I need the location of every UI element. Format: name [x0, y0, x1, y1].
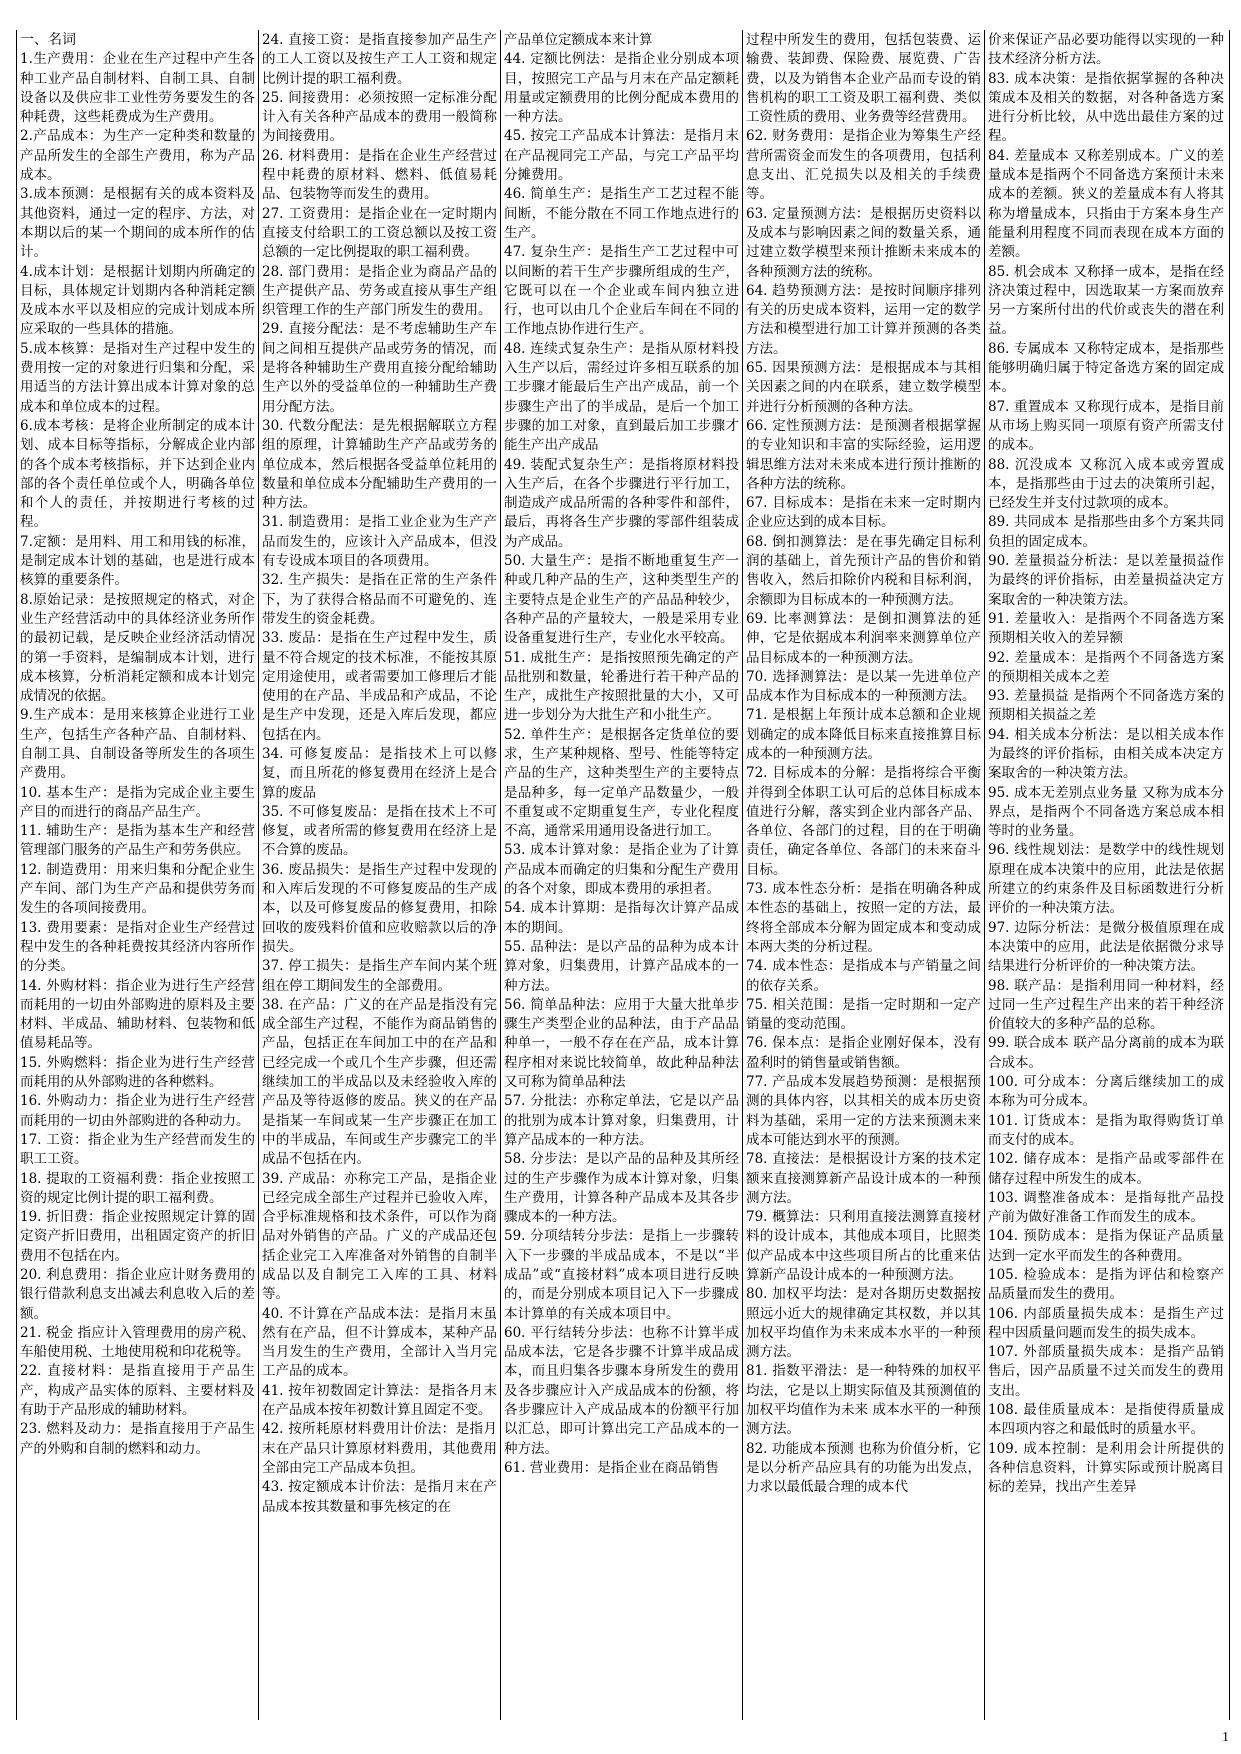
- column-3: [501, 30, 743, 1720]
- term-definition: 13. 费用要素：是指对企业生产经营过程中发生的各种耗费按其经济内容所作的分类。: [20, 919, 255, 975]
- term-definition: 27. 工资费用：是指企业在一定时期内直接支付给职工的工资总额以及按工资总额的一定比例提取的职工福利费。: [262, 205, 497, 261]
- column-4: [743, 30, 985, 1720]
- term-definition: 69. 比率测算法：是倒扣测算法的延伸，它是依据成本利润率来测算单位产品目标成本的一种预测方法。: [746, 610, 981, 666]
- term-definition: 12. 制造费用：用来归集和分配企业生产车间、部门为生产产品和提供劳务而发生的各项间接费用。: [20, 861, 255, 917]
- term-definition: 61. 营业费用：是指企业在商品销售: [504, 1459, 719, 1476]
- term-definition: 64. 趋势预测方法：是按时间顺序排列有关的历史成本资料，运用一定的数学方法和模型进行加工计算并预测的各类方法。: [746, 282, 981, 357]
- term-definition: 25. 间接费用：必须按照一定标准分配计入有关各种产品成本的费用一般简称为间接费用。: [262, 89, 497, 145]
- term-definition: 41. 按年初数固定计算法：是指各月末在产品成本按年初数计算且固定不变。: [262, 1382, 497, 1419]
- term-definition: 101. 订货成本：是指为取得购货订单而支付的成本。: [988, 1112, 1224, 1148]
- term-definition: 88. 沉没成本 又称沉入成本或旁置成本，是指那些由于过去的决策所引起，已经发生并支付过款项的成本。: [988, 456, 1224, 512]
- term-definition: 99. 联合成本 联产品分离前的成本为联合成本。: [988, 1035, 1224, 1071]
- term-definition: 价来保证产品必要功能得以实现的一种技术经济分析方法。: [988, 32, 1224, 68]
- term-definition: 92. 差量成本：是指两个不同备选方案的预期相关成本之差: [988, 649, 1224, 685]
- term-definition: 28. 部门费用：是指企业为商品产品的生产提供产品、劳务或直接从事生产组织管理工作的生产部门所发生的费用。: [262, 263, 497, 319]
- term-definition: 46. 简单生产：是指生产工艺过程不能间断，不能分散在不同工作地点进行的生产。: [504, 186, 739, 241]
- term-definition: 32. 生产损失：是指在正常的生产条件下，为了获得合格品而不可避免的、连带发生的资金耗费。: [262, 572, 497, 627]
- term-definition: 37. 停工损失：是指生产车间内某个班组在停工期间发生的全部费用。: [262, 958, 497, 994]
- term-definition: 51. 成批生产：是指按照预先确定的产品批别和数量，轮番进行若干种产品的生产，成批生产按照批量的大小，又可进一步划分为大批生产和小批生产。: [504, 649, 739, 724]
- term-definition: 96. 线性规划法：是数学中的线性规划原理在成本决策中的应用，此法是依据所建立的约束条件及目标函数进行分析评价的一种决策方法。: [988, 842, 1224, 917]
- term-definition: 68. 倒扣测算法：是在事先确定目标利润的基础上，首先预计产品的售价和销售收入，然后扣除价内税和目标利润，余额即为目标成本的一种预测方法。: [746, 533, 981, 608]
- term-definition: 75. 相关范围：是指一定时期和一定产销量的变动范围。: [746, 996, 981, 1033]
- term-definition: 94. 相关成本分析法：是以相关成本作为最终的评价指标，由相关成本决定方案取舍的一种决策方法。: [988, 726, 1224, 782]
- term-definition: 4.成本计划：是根据计划期内所确定的目标，具体规定计划期内各种消耗定额及成本水平以及相应的完成计划成本所应采取的一些具体的措施。: [20, 263, 255, 338]
- term-definition: 52. 单件生产：是根据各定货单位的要求，生产某种规格、型号、性能等特定产品的生产，这种类型生产的主要特点是品种多，每一定单产品数量少，一般不重复或不定期重复生产，专业化程度不高，通常采用通用设备进行加工。: [504, 726, 739, 840]
- term-definition: 26. 材料费用：是指在企业生产经营过程中耗费的原材料、燃料、低值易耗品、包装物等而发生的费用。: [262, 147, 497, 203]
- term-definition: 39. 产成品：亦称完工产品，是指企业已经完成全部生产过程并已验收入库，合乎标准规格和技术条件，可以作为商品对外销售的产品。广义的产成品还包括企业完工入库准备对外销售的自制半成品以及自制完工入库的工具、材料等。: [262, 1170, 497, 1303]
- term-definition: 9.生产成本：是用来核算企业进行工业生产，包括生产各种产品、自制材料、自制工具、自制设备等所发生的各项生产费用。: [20, 707, 255, 782]
- term-definition: 59. 分项结转分步法：是指上一步骤转入下一步骤的半成品成本，不是以“半成品”或“直接材料”成本项目进行反映的，而是分别成本项目记入下一步骤成本计算单的有关成本项目中。: [504, 1228, 739, 1322]
- term-definition: 103. 调整准备成本：是指每批产品投产前为做好准备工作而发生的成本。: [988, 1189, 1224, 1226]
- term-definition: 10. 基本生产：是指为完成企业主要生产目的而进行的商品产品生产。: [20, 784, 255, 820]
- term-definition: 76. 保本点：是指企业刚好保本，没有盈利时的销售量或销售额。: [746, 1035, 981, 1071]
- term-definition: 73. 成本性态分析：是指在明确各种成本性态的基础上，按照一定的方法，最终将全部成本分解为固定成本和变动成本两大类的分析过程。: [746, 881, 981, 955]
- term-definition: 74. 成本性态：是指成本与产销量之间的依存关系。: [746, 958, 981, 994]
- term-definition: 108. 最佳质量成本：是指使得质量成本四项内容之和最低时的质量水平。: [988, 1402, 1224, 1438]
- term-definition: 109. 成本控制：是利用会计所提供的各种信息资料，计算实际或预计脱离目标的差异，找出产生差异: [988, 1440, 1224, 1496]
- term-definition: 87. 重置成本 又称现行成本，是指目前从市场上购买同一项原有资产所需支付的成本。: [988, 398, 1224, 454]
- term-definition: 77. 产品成本发展趋势预测：是根据预测的具体内容，以其相关的成本历史资料为基础，采用一定的方法来预测未来成本可能达到水平的预测。: [746, 1074, 981, 1148]
- term-definition: 67. 目标成本：是指在未来一定时期内企业应达到的成本目标。: [746, 495, 981, 531]
- term-definition: 65. 因果预测方法：是根据成本与其相关因素之间的内在联系，建立数学模型并进行分析预测的各种方法。: [746, 360, 981, 415]
- term-definition: 34. 可修复废品：是指技术上可以修复，而且所花的修复费用在经济上是合算的废品: [262, 745, 497, 801]
- term-definition: 53. 成本计算对象：是指企业为了计算产品成本而确定的归集和分配生产费用的各个对象，即成本费用的承担者。: [504, 842, 739, 898]
- section-heading: 一、名词: [20, 32, 76, 48]
- term-definition: 14. 外购材料：指企业为进行生产经营而耗用的一切由外部购进的原料及主要材料、半成品、辅助材料、包装物和低值易耗品等。: [20, 977, 255, 1052]
- term-definition: 23. 燃料及动力：是指直接用于产品生产的外购和自制的燃料和动力。: [20, 1421, 255, 1457]
- term-definition: 49. 装配式复杂生产：是指将原材料投入生产后，在各个步骤进行平行加工，制造成产成品所需的各种零件和部件，最后，再将各生产步骤的零部件组装成为产成品。: [504, 456, 739, 550]
- term-definition: 36. 废品损失：是指生产过程中发现的和入库后发现的不可修复废品的生产成本，以及可修复废品的修复费用，扣除回收的废残料价值和应收赔款以后的净损失。: [262, 861, 497, 955]
- term-definition: 1.生产费用：企业在生产过程中产生各种工业产品自制材料、自制工具、自制设备以及供应非工业性劳务要发生的各种耗费，这些耗费成为生产费用。: [20, 51, 255, 126]
- term-definition: 31. 制造费用：是指工业企业为生产产品而发生的，应该计入产品成本，但没有专设成本项目的各项费用。: [262, 514, 497, 570]
- term-definition: 11. 辅助生产：是指为基本生产和经营管理部门服务的产品生产和劳务供应。: [20, 823, 255, 859]
- column-5: [985, 30, 1227, 1720]
- term-definition: 79. 概算法：只利用直接法测算直接材料的设计成本，其他成本项目，比照类似产品成本中这些项目所占的比重来估算新产品设计成本的一种预测方法。: [746, 1209, 981, 1283]
- term-definition: 15. 外购燃料：指企业为进行生产经营而耗用的从外部购进的各种燃料。: [20, 1054, 255, 1091]
- term-definition: 8.原始记录：是按照规定的格式，对企业生产经营活动中的具体经济业务所作的最初记载，是反映企业经济活动情况的第一手资料，是编制成本计划，进行成本核算，分析消耗定额和成本计划完成情况的依据。: [20, 591, 255, 705]
- term-definition: 91. 差量收入：是指两个不同备选方案预期相关收入的差异额: [988, 610, 1224, 647]
- term-definition: 83. 成本决策：是指依据掌握的各种决策成本及相关的数据，对各种备选方案进行分析比较，从中选出最佳方案的过程。: [988, 70, 1224, 145]
- term-definition: 42. 按所耗原材料费用计价法：是指月末在产品只计算原材料费用，其他费用全部由完工产品成本负担。: [262, 1421, 497, 1476]
- term-definition: 55. 品种法：是以产品的品种为成本计算对象，归集费用，计算产品成本的一种方法。: [504, 938, 739, 994]
- term-definition: 60. 平行结转分步法：也称不计算半成品成本法，它是各步骤不计算半成品成本，而且归集各步骤本身所发生的费用及各步骤应计入产成品成本的份额，将各步骤应计入产成品成本的份额平行加以汇总，即可计算出完工产品成本的一种方法。: [504, 1324, 739, 1457]
- term-definition: 106. 内部质量损失成本：是指生产过程中因质量问题而发生的损失成本。: [988, 1305, 1224, 1341]
- term-definition: 40. 不计算在产品成本法：是指月末虽然有在产品，但不计算成本，某种产品当月发生的生产费用，全部计入当月完工产品的成本。: [262, 1305, 497, 1380]
- term-definition: 93. 差量损益 是指两个不同备选方案的预期相关损益之差: [988, 688, 1224, 724]
- term-definition: 63. 定量预测方法：是根据历史资料以及成本与影响因素之间的数量关系，通过建立数学模型来预计推断未来成本的各种预测方法的统称。: [746, 205, 981, 280]
- term-definition: 20. 利息费用：指企业应计财务费用的银行借款利息支出减去利息收入后的差额。: [20, 1267, 255, 1322]
- term-definition: 104. 预防成本：是指为保证产品质量达到一定水平而发生的各种费用。: [988, 1228, 1224, 1264]
- term-definition: 56. 简单品种法：应用于大量大批单步骤生产类型企业的品种法，由于产品品种单一，一般不存在在产品，成本计算程序相对来说比较简单，故此种品种法又可称为简单品种法: [504, 996, 739, 1091]
- term-definition: 70. 选择测算法：是以某一先进单位产品成本作为目标成本的一种预测方法。: [746, 668, 981, 705]
- term-definition: 30. 代数分配法：是先根据解联立方程组的原理，计算辅助生产产品或劳务的单位成本，然后根据各受益单位耗用的数量和单位成本分配辅助生产费用的一种方法。: [262, 417, 497, 512]
- term-definition: 38. 在产品：广义的在产品是指没有完成全部生产过程，不能作为商品销售的产品，包括正在车间加工中的在产品和已经完成一个或几个生产步骤，但还需继续加工的半成品以及未经验收入库的产品及等待返修的废品。狭义的在产品是指某一车间或某一生产步骤正在加工中的半成品，车间或生产步骤完工的半成品不包括在内。: [262, 996, 497, 1168]
- term-definition: 19. 折旧费：指企业按照规定计算的固定资产折旧费用，出租固定资产的折旧费用不包括在内。: [20, 1209, 255, 1264]
- term-definition: 50. 大量生产：是指不断地重复生产一种或几种产品的生产，这种类型生产的主要特点是企业生产的产品品种较少，各种产品的产量较大，一般是采用专业设备重复进行生产，专业化水平较高。: [504, 553, 739, 647]
- term-definition: 44. 定额比例法：是指企业分别成本项目，按照完工产品与月末在产品定额耗用量或定额费用的比例分配成本费用的一种方法。: [504, 51, 739, 126]
- term-definition: 48. 连续式复杂生产：是指从原材料投入生产以后，需经过许多相互联系的加工步骤才能最后生产出产成品，前一个步骤生产出了的半成品，是后一个加工步骤的加工对象，直到最后加工步骤才能生产出产成品: [504, 340, 739, 454]
- term-definition: 45. 按完工产品成本计算法：是指月末在产品视同完工产品，与完工产品平均分摊费用。: [504, 128, 739, 184]
- term-definition: 57. 分批法：亦称定单法，它是以产品的批别为成本计算对象，归集费用，计算产品成本的一种方法。: [504, 1093, 739, 1148]
- term-definition: 35. 不可修复废品：是指在技术上不可修复，或者所需的修复费用在经济上是不合算的废品。: [262, 803, 497, 859]
- term-definition: 21. 税金 指应计入管理费用的房产税、车船使用税、土地使用税和印花税等。: [20, 1324, 255, 1361]
- term-definition: 86. 专属成本 又称特定成本，是指那些能够明确归属于特定备选方案的固定成本。: [988, 340, 1224, 396]
- term-definition: 47. 复杂生产：是指生产工艺过程中可以间断的若干生产步骤所组成的生产，它既可以在一个企业或车间内独立进行，也可以由几个企业后车间在不同的工作地点协作进行生产。: [504, 244, 739, 338]
- term-definition: 18. 提取的工资福利费：指企业按照工资的规定比例计提的职工福利费。: [20, 1170, 255, 1206]
- term-definition: 81. 指数平滑法：是一种特殊的加权平均法，它是以上期实际值及其预测值的加权平均值作为未来 成本水平的一种预测方法。: [746, 1363, 981, 1438]
- term-definition: 16. 外购动力：指企业为进行生产经营而耗用的一切由外部购进的各种动力。: [20, 1093, 255, 1129]
- term-definition: 24. 直接工资：是指直接参加产品生产的工人工资以及按生产工人工资和规定比例计提的职工福利费。: [262, 32, 497, 87]
- term-definition: 84. 差量成本 又称差别成本。广义的差量成本是指两个不同备选方案预计未来成本的差额。狭义的差量成本有人将其称为增量成本，只指由于方案本身生产能量利用程度不同而表现在成本方面的差额。: [988, 147, 1224, 261]
- term-definition: 过程中所发生的费用，包括包装费、运输费、装卸费、保险费、展览费、广告费，以及为销售本企业产品而专设的销售机构的职工工资及职工福利费、类似工资性质的费用、业务费等经营费用。: [746, 32, 981, 126]
- term-definition: 43. 按定额成本计价法：是指月末在产品成本按其数量和事先核定的在: [262, 1479, 497, 1515]
- term-definition: 54. 成本计算期：是指每次计算产品成本的期间。: [504, 900, 739, 936]
- term-definition: 97. 边际分析法：是微分极值原理在成本决策中的应用，此法是依据微分求导结果进行分析评价的一种决策方法。: [988, 919, 1224, 975]
- term-definition: 17. 工资：指企业为生产经营而发生的职工工资。: [20, 1131, 255, 1168]
- term-definition: 33. 废品：是指在生产过程中发生，质量不符合规定的技术标准，不能按其原定用途使用，或者需要加工修理后才能使用的在产品、半成品和产成品，不论是生产中发现，还是入库后发现，都应包括在内。: [262, 630, 497, 743]
- term-definition: 82. 功能成本预测 也称为价值分析，它是以分析产品应具有的功能为出发点，力求以最低最合理的成本代: [746, 1440, 981, 1496]
- term-definition: 89. 共同成本 是指那些由多个方案共同负担的固定成本。: [988, 514, 1224, 550]
- term-definition: 72. 目标成本的分解：是指将综合平衡并得到全体职工认可后的总体目标成本值进行分解，落实到企业内部各产品、各单位、各部门的过程，目的在于明确责任，确定各单位、各部门的未来奋斗目标。: [746, 765, 981, 878]
- column-2: [259, 30, 501, 1720]
- term-definition: 62. 财务费用：是指企业为筹集生产经营所需资金而发生的各项费用，包括利息支出、汇兑损失以及相关的手续费等。: [746, 128, 981, 203]
- term-definition: 95. 成本无差别点业务量 又称为成本分界点，是指两个不同备选方案总成本相等时的业务量。: [988, 784, 1224, 840]
- term-definition: 85. 机会成本 又称择一成本，是指在经济决策过程中，因选取某一方案而放弃另一方案所付出的代价或丧失的潜在利益。: [988, 263, 1224, 338]
- term-definition: 产品单位定额成本来计算: [504, 32, 653, 48]
- term-definition: 71. 是根据上年预计成本总额和企业规划确定的成本降低目标来直接推算目标成本的一种预测方法。: [746, 707, 981, 762]
- term-definition: 3.成本预测：是根据有关的成本资料及其他资料，通过一定的程序、方法，对本期以后的某一个期间的成本所作的估计。: [20, 186, 255, 261]
- term-definition: 29. 直接分配法：是不考虑辅助生产车间之间相互提供产品或劳务的情况，而是将各种辅助生产费用直接分配给辅助生产以外的受益单位的一种辅助生产费用分配方法。: [262, 321, 497, 415]
- term-definition: 58. 分步法：是以产品的品种及其所经过的生产步骤作为成本计算对象，归集生产费用，计算各种产品成本及其各步骤成本的一种方法。: [504, 1151, 739, 1226]
- term-definition: 5.成本核算：是指对生产过程中发生的费用按一定的对象进行归集和分配，采用适当的方法计算出成本计算对象的总成本和单位成本的过程。: [20, 340, 255, 415]
- term-definition: 78. 直接法：是根据设计方案的技术定额来直接测算新产品设计成本的一种预测方法。: [746, 1151, 981, 1206]
- page-number: 1: [1222, 1730, 1229, 1745]
- term-definition: 90. 差量损益分析法：是以差量损益作为最终的评价指标，由差量损益决定方案取舍的一种决策方法。: [988, 553, 1224, 608]
- term-definition: 7.定额：是用料、用工和用钱的标准，是制定成本计划的基础，也是进行成本核算的重要条件。: [20, 533, 255, 589]
- term-definition: 102. 储存成本：是指产品或零部件在储存过程中所发生的成本。: [988, 1151, 1224, 1187]
- term-definition: 98. 联产品：是指利用同一种材料，经过同一生产过程生产出来的若干种经济价值较大的多种产品的总称。: [988, 977, 1224, 1033]
- column-1: [17, 30, 259, 1720]
- term-definition: 107. 外部质量损失成本：是指产品销售后，因产品质量不过关而发生的费用支出。: [988, 1344, 1224, 1399]
- term-definition: 100. 可分成本：分离后继续加工的成本称为可分成本。: [988, 1074, 1224, 1110]
- term-definition: 6.成本考核：是将企业所制定的成本计划、成本目标等指标，分解成企业内部的各个成本考核指标，并下达到企业内部的各个责任单位或个人，明确各单位和个人的责任，并按期进行考核的过程。: [20, 417, 255, 531]
- term-definition: 2.产品成本：为生产一定种类和数量的产品所发生的全部生产费用，称为产品成本。: [20, 128, 255, 184]
- document-page: [16, 30, 1230, 1720]
- term-definition: 80. 加权平均法：是对各期历史数据按照远小近大的规律确定其权数，并以其加权平均值作为未来成本水平的一种预测方法。: [746, 1286, 981, 1361]
- term-definition: 66. 定性预测方法：是预测者根据掌握的专业知识和丰富的实际经验，运用逻辑思维方法对未来成本进行预计推断的各种方法的统称。: [746, 417, 981, 492]
- term-definition: 105. 检验成本：是指为评估和检察产品质量而发生的费用。: [988, 1267, 1224, 1303]
- term-definition: 22. 直接材料：是指直接用于产品生产，构成产品实体的原料、主要材料及有助于产品形成的辅助材料。: [20, 1363, 255, 1419]
